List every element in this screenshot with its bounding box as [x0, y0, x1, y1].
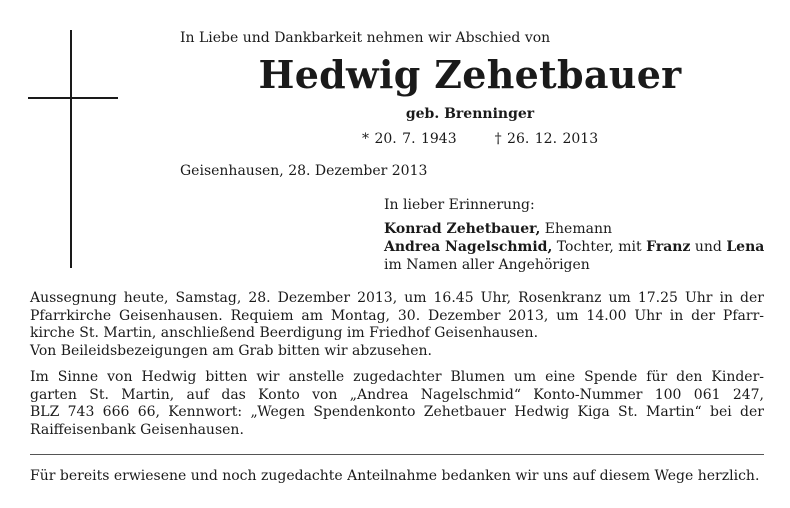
cross-icon-bar — [28, 97, 118, 99]
place-date: Geisenhausen, 28. Dezember 2013 — [180, 163, 428, 179]
life-dates — [362, 131, 598, 147]
mourner-name: Andrea Nagelschmid, — [384, 239, 553, 255]
divider — [30, 454, 764, 455]
birth-name: geb. Brenninger — [405, 106, 535, 122]
text-line: Im Sinne von Hedwig bitten wir anstelle zugedachter Blumen um eine Spende für den Kinder- — [30, 369, 764, 385]
mourner-relation: Tochter, mit — [552, 239, 647, 255]
thanks-text: Für bereits erwiesene und noch zugedachte Anteilnahme bedanken wir uns auf diesem Wege herzlich. — [30, 468, 760, 484]
mourner-line — [384, 220, 764, 238]
birth-date: * 20. 7. 1943 — [362, 131, 457, 147]
intro-text: In Liebe und Dankbarkeit nehmen wir Abschied von — [180, 30, 551, 46]
grandchild-name: Lena — [726, 239, 765, 255]
text-line: Pfarrkirche Geisenhausen. Requiem am Montag, 30. Dezember 2013, um 14.00 Uhr in der Pfarr- — [30, 307, 764, 324]
service-paragraph — [30, 290, 764, 360]
text-line: Raiffeisenbank Geisenhausen. — [30, 421, 244, 438]
text-line: Aussegnung heute, Samstag, 28. Dezember 2013, um 16.45 Uhr, Rosenkranz um 17.25 Uhr in der — [30, 290, 764, 306]
mourner-line — [384, 238, 764, 256]
grandchild-name: Franz — [646, 239, 691, 255]
text-line: garten St. Martin, auf das Konto von „Andrea Nagelschmid“ Konto-Nummer 100 061 247, — [30, 386, 764, 403]
text-line: Von Beileidsbezeigungen am Grab bitten wir abzusehen. — [30, 342, 432, 359]
conjunction: und — [690, 239, 727, 255]
text-line: BLZ 743 666 66, Kennwort: „Wegen Spendenkonto Zehetbauer Hedwig Kiga St. Martin“ bei der — [30, 404, 764, 420]
death-date: † 26. 12. 2013 — [494, 131, 599, 147]
donation-paragraph — [30, 369, 764, 439]
cross-icon — [70, 30, 72, 268]
mourner-relation: Ehemann — [540, 221, 612, 237]
text-line: kirche St. Martin, anschließend Beerdigung im Friedhof Geisenhausen. — [30, 325, 539, 341]
mourners-block — [384, 196, 764, 274]
mourner-name: Konrad Zehetbauer, — [384, 221, 541, 237]
mourner-line: im Namen aller Angehörigen — [384, 257, 590, 273]
mourners-heading: In lieber Erinnerung: — [384, 197, 535, 213]
deceased-name: Hedwig Zehetbauer — [258, 52, 682, 97]
